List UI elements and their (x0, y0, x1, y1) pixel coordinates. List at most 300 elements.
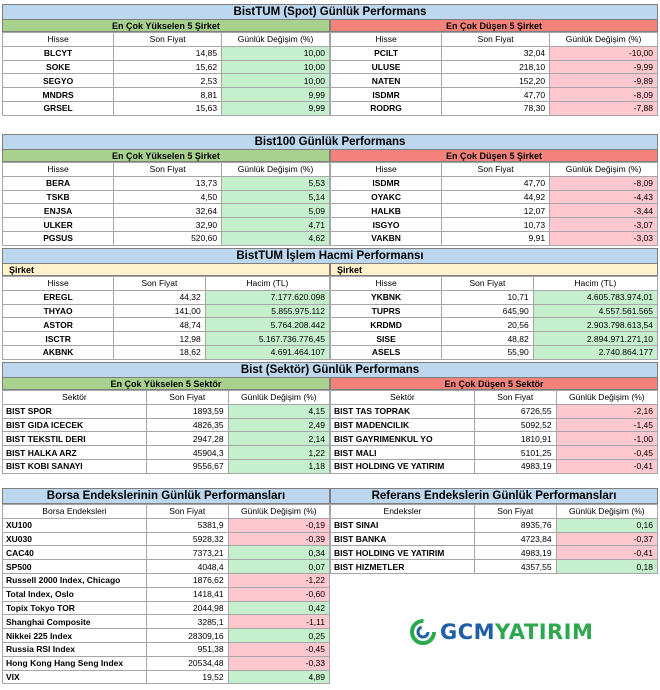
last-price: 8935,76 (474, 518, 556, 532)
daily-change: 4,62 (222, 231, 330, 245)
row-label: ULKER (3, 218, 114, 232)
last-price: 152,20 (442, 74, 550, 88)
last-price: 5101,25 (474, 446, 556, 460)
column-header: Son Fiyat (114, 277, 206, 291)
column-header: Son Fiyat (474, 391, 556, 405)
volume-value: 5.764.208.442 (205, 318, 329, 332)
column-header: Günlük Değişim (%) (556, 391, 657, 405)
spot-up-subtitle: En Çok Yükselen 5 Şirket (2, 20, 330, 32)
bist100-down-subtitle: En Çok Düşen 5 Şirket (330, 150, 658, 162)
daily-change: 0,16 (556, 518, 657, 532)
column-header: Hisse (3, 33, 114, 47)
column-header: Günlük Değişim (%) (550, 33, 658, 47)
last-price: 218,10 (442, 60, 550, 74)
volume-section (2, 248, 658, 360)
row-label: ISGYO (331, 218, 442, 232)
daily-change: 1,22 (228, 446, 329, 460)
column-header: Son Fiyat (114, 163, 222, 177)
row-label: SOKE (3, 60, 114, 74)
daily-change: 5,53 (222, 176, 330, 190)
row-label: VAKBN (331, 231, 442, 245)
sector-up-panel (2, 378, 330, 474)
daily-change: -0,19 (228, 518, 329, 532)
table-row (3, 601, 330, 615)
table-row (331, 204, 658, 218)
daily-change: 4,89 (228, 670, 329, 684)
last-price: 5092,52 (474, 418, 556, 432)
daily-change: -1,11 (228, 615, 329, 629)
bist100-title: Bist100 Günlük Performans (2, 134, 658, 150)
row-label: YKBNK (331, 290, 442, 304)
column-header: Günlük Değişim (%) (222, 163, 330, 177)
table-header-row (3, 391, 330, 405)
last-price: 14,85 (114, 46, 222, 60)
table-row (331, 404, 658, 418)
sector-down-panel (330, 378, 658, 474)
last-price: 9556,67 (146, 459, 228, 473)
table-row (331, 446, 658, 460)
last-price: 19,52 (146, 670, 228, 684)
table-row (3, 532, 330, 546)
row-label: BERA (3, 176, 114, 190)
daily-change: -3,44 (550, 204, 658, 218)
column-header: Sektör (331, 391, 475, 405)
daily-change: 2,14 (228, 432, 329, 446)
spot-up-panel (2, 20, 330, 116)
last-price: 4048,4 (146, 560, 228, 574)
row-label: ASTOR (3, 318, 114, 332)
row-label: AKBNK (3, 345, 114, 359)
last-price: 3285,1 (146, 615, 228, 629)
daily-change: 0,07 (228, 560, 329, 574)
row-label: GRSEL (3, 101, 114, 115)
daily-change: -0,37 (556, 532, 657, 546)
row-label: ASELS (331, 345, 442, 359)
last-price: 7373,21 (146, 546, 228, 560)
spot-up-table (2, 32, 330, 116)
last-price: 45904,3 (146, 446, 228, 460)
column-header: Günlük Değişim (%) (556, 505, 657, 519)
last-price: 47,70 (442, 176, 550, 190)
volume-right-table (330, 276, 658, 360)
column-header: Hisse (331, 33, 442, 47)
table-row (331, 88, 658, 102)
column-header: Borsa Endeksleri (3, 505, 147, 519)
table-row (3, 670, 330, 684)
table-header-row (3, 33, 330, 47)
table-row (3, 332, 330, 346)
daily-change: 10,00 (222, 60, 330, 74)
daily-change: -4,43 (550, 190, 658, 204)
spot-down-table (330, 32, 658, 116)
volume-value: 2.903.798.613,54 (533, 318, 657, 332)
table-row (331, 318, 658, 332)
table-row (3, 290, 330, 304)
table-row (331, 345, 658, 359)
spot-title: BistTUM (Spot) Günlük Performans (2, 4, 658, 20)
table-row (331, 290, 658, 304)
daily-change: -0,45 (228, 642, 329, 656)
column-header: Hisse (331, 163, 442, 177)
row-label: BIST BANKA (331, 532, 475, 546)
row-label: BIST GAYRIMENKUL YO (331, 432, 475, 446)
row-label: ENJSA (3, 204, 114, 218)
volume-value: 4.557.561.565 (533, 304, 657, 318)
daily-change: -0,39 (228, 532, 329, 546)
sector-up-table (2, 390, 330, 474)
volume-left-table (2, 276, 330, 360)
spot-section (2, 4, 658, 116)
table-row (3, 60, 330, 74)
table-row (331, 74, 658, 88)
indices-section (2, 488, 658, 684)
daily-change: -7,88 (550, 101, 658, 115)
table-row (3, 432, 330, 446)
daily-change: -9,99 (550, 60, 658, 74)
table-header-row (3, 277, 330, 291)
row-label: Hong Kong Hang Seng Index (3, 656, 147, 670)
daily-change: 10,00 (222, 46, 330, 60)
row-label: RODRG (331, 101, 442, 115)
row-label: TSKB (3, 190, 114, 204)
daily-change: -1,45 (556, 418, 657, 432)
table-row (331, 176, 658, 190)
table-header-row (331, 505, 658, 519)
daily-change: -0,60 (228, 587, 329, 601)
bist100-up-panel (2, 150, 330, 246)
table-row (331, 418, 658, 432)
sector-section (2, 362, 658, 474)
row-label: VIX (3, 670, 147, 684)
bist100-down-panel (330, 150, 658, 246)
table-row (3, 656, 330, 670)
row-label: Nikkei 225 Index (3, 629, 147, 643)
bist100-down-table (330, 162, 658, 246)
last-price: 9,91 (442, 231, 550, 245)
table-row (3, 546, 330, 560)
column-header: Günlük Değişim (%) (228, 505, 329, 519)
last-price: 18,62 (114, 345, 206, 359)
last-price: 28309,16 (146, 629, 228, 643)
daily-change: 0,18 (556, 560, 657, 574)
daily-change: 2,49 (228, 418, 329, 432)
last-price: 13,73 (114, 176, 222, 190)
table-row (3, 629, 330, 643)
row-label: BIST HOLDING VE YATIRIM (331, 546, 475, 560)
column-header: Son Fiyat (146, 505, 228, 519)
last-price: 5381,9 (146, 518, 228, 532)
table-row (331, 231, 658, 245)
table-row (331, 560, 658, 574)
last-price: 4723,84 (474, 532, 556, 546)
last-price: 20534,48 (146, 656, 228, 670)
last-price: 520,60 (114, 231, 222, 245)
column-header: Hacim (TL) (533, 277, 657, 291)
row-label: XU100 (3, 518, 147, 532)
indices-table (2, 504, 330, 684)
table-header-row (3, 163, 330, 177)
last-price: 4826,35 (146, 418, 228, 432)
table-row (3, 318, 330, 332)
table-row (331, 459, 658, 473)
volume-right-subtitle: Şirket (330, 264, 658, 276)
row-label: OYAKC (331, 190, 442, 204)
daily-change: 10,00 (222, 74, 330, 88)
column-header: Hacim (TL) (205, 277, 329, 291)
daily-change: 4,15 (228, 404, 329, 418)
table-row (331, 432, 658, 446)
sector-title: Bist (Sektör) Günlük Performans (2, 362, 658, 378)
last-price: 10,71 (442, 290, 534, 304)
last-price: 15,63 (114, 101, 222, 115)
logo-text-yatirim: YATIRIM (495, 620, 594, 644)
table-row (3, 459, 330, 473)
last-price: 1876,62 (146, 573, 228, 587)
last-price: 32,90 (114, 218, 222, 232)
row-label: ISDMR (331, 88, 442, 102)
gcm-logo (410, 616, 610, 648)
row-label: BIST HALKA ARZ (3, 446, 147, 460)
table-row (3, 518, 330, 532)
last-price: 48,74 (114, 318, 206, 332)
volume-value: 2.740.864.177 (533, 345, 657, 359)
last-price: 4983,19 (474, 459, 556, 473)
table-row (3, 345, 330, 359)
bist100-up-table (2, 162, 330, 246)
row-label: Shanghai Composite (3, 615, 147, 629)
daily-change: -9,89 (550, 74, 658, 88)
row-label: BIST KOBI SANAYI (3, 459, 147, 473)
volume-title: BistTUM İşlem Hacmi Performansı (2, 248, 658, 264)
last-price: 2044,98 (146, 601, 228, 615)
row-label: MNDRS (3, 88, 114, 102)
row-label: Topix Tokyo TOR (3, 601, 147, 615)
table-header-row (331, 33, 658, 47)
row-label: BIST SPOR (3, 404, 147, 418)
last-price: 44,32 (114, 290, 206, 304)
last-price: 1810,91 (474, 432, 556, 446)
volume-right-panel (330, 264, 658, 360)
last-price: 10,73 (442, 218, 550, 232)
table-row (3, 304, 330, 318)
last-price: 78,30 (442, 101, 550, 115)
table-row (3, 190, 330, 204)
column-header: Günlük Değişim (%) (550, 163, 658, 177)
daily-change: 9,99 (222, 101, 330, 115)
last-price: 4357,55 (474, 560, 556, 574)
last-price: 47,70 (442, 88, 550, 102)
sector-up-subtitle: En Çok Yükselen 5 Sektör (2, 378, 330, 390)
row-label: XU030 (3, 532, 147, 546)
table-row (3, 46, 330, 60)
last-price: 12,98 (114, 332, 206, 346)
daily-change: 5,14 (222, 190, 330, 204)
last-price: 4,50 (114, 190, 222, 204)
spot-down-subtitle: En Çok Düşen 5 Şirket (330, 20, 658, 32)
table-row (3, 218, 330, 232)
column-header: Hisse (3, 277, 114, 291)
row-label: HALKB (331, 204, 442, 218)
row-label: Russell 2000 Index, Chicago (3, 573, 147, 587)
volume-value: 5.167.736.776,45 (205, 332, 329, 346)
gcm-swirl-logo-icon (410, 619, 436, 645)
last-price: 44,92 (442, 190, 550, 204)
table-row (331, 518, 658, 532)
daily-change: -2,16 (556, 404, 657, 418)
last-price: 1893,59 (146, 404, 228, 418)
daily-change: -3,07 (550, 218, 658, 232)
table-header-row (331, 277, 658, 291)
row-label: Total Index, Oslo (3, 587, 147, 601)
daily-change: 9,99 (222, 88, 330, 102)
last-price: 32,04 (442, 46, 550, 60)
column-header: Günlük Değişim (%) (222, 33, 330, 47)
last-price: 1418,41 (146, 587, 228, 601)
reference-title: Referans Endekslerin Günlük Performansları (330, 488, 658, 504)
row-label: PCILT (331, 46, 442, 60)
volume-value: 4.605.783.974,01 (533, 290, 657, 304)
daily-change: -8,09 (550, 88, 658, 102)
column-header: Hisse (3, 163, 114, 177)
row-label: EREGL (3, 290, 114, 304)
last-price: 2947,28 (146, 432, 228, 446)
indices-title: Borsa Endekslerinin Günlük Performansları (2, 488, 330, 504)
last-price: 5928,32 (146, 532, 228, 546)
last-price: 12,07 (442, 204, 550, 218)
row-label: BIST HIZMETLER (331, 560, 475, 574)
last-price: 645,90 (442, 304, 534, 318)
last-price: 55,90 (442, 345, 534, 359)
volume-value: 2.894.971.271,10 (533, 332, 657, 346)
column-header: Endeksler (331, 505, 475, 519)
row-label: SP500 (3, 560, 147, 574)
last-price: 2,53 (114, 74, 222, 88)
row-label: TUPRS (331, 304, 442, 318)
volume-left-subtitle: Şirket (2, 264, 330, 276)
volume-value: 7.177.620.098 (205, 290, 329, 304)
table-row (3, 573, 330, 587)
table-row (3, 204, 330, 218)
row-label: BIST TEKSTIL DERI (3, 432, 147, 446)
table-row (3, 446, 330, 460)
table-row (3, 560, 330, 574)
row-label: CAC40 (3, 546, 147, 560)
daily-change: -1,22 (228, 573, 329, 587)
reference-table (330, 504, 658, 574)
last-price: 6726,55 (474, 404, 556, 418)
table-header-row (331, 163, 658, 177)
daily-change: 0,34 (228, 546, 329, 560)
daily-change: 1,18 (228, 459, 329, 473)
daily-change: 4,71 (222, 218, 330, 232)
last-price: 48,82 (442, 332, 534, 346)
daily-change: -0,41 (556, 459, 657, 473)
bist100-up-subtitle: En Çok Yükselen 5 Şirket (2, 150, 330, 162)
table-header-row (331, 391, 658, 405)
table-row (331, 60, 658, 74)
spot-down-panel (330, 20, 658, 116)
table-row (331, 101, 658, 115)
row-label: SEGYO (3, 74, 114, 88)
last-price: 951,38 (146, 642, 228, 656)
bist100-section (2, 134, 658, 246)
table-row (3, 404, 330, 418)
column-header: Son Fiyat (146, 391, 228, 405)
table-row (3, 101, 330, 115)
table-row (3, 231, 330, 245)
volume-value: 4.691.464.107 (205, 345, 329, 359)
volume-left-panel (2, 264, 330, 360)
row-label: ISCTR (3, 332, 114, 346)
logo-text-gcm: GCM (440, 620, 496, 644)
last-price: 15,62 (114, 60, 222, 74)
column-header: Sektör (3, 391, 147, 405)
daily-change: -3,03 (550, 231, 658, 245)
row-label: KRDMD (331, 318, 442, 332)
daily-change: -1,00 (556, 432, 657, 446)
table-row (3, 642, 330, 656)
daily-change: -0,33 (228, 656, 329, 670)
last-price: 20,56 (442, 318, 534, 332)
last-price: 141,00 (114, 304, 206, 318)
table-row (3, 176, 330, 190)
row-label: SISE (331, 332, 442, 346)
row-label: Russia RSI Index (3, 642, 147, 656)
row-label: BIST SINAI (331, 518, 475, 532)
daily-change: 0,42 (228, 601, 329, 615)
reference-indices-panel (330, 488, 658, 684)
last-price: 8,81 (114, 88, 222, 102)
table-row (331, 218, 658, 232)
row-label: BIST GIDA ICECEK (3, 418, 147, 432)
table-row (3, 74, 330, 88)
column-header: Son Fiyat (442, 33, 550, 47)
row-label: BIST TAS TOPRAK (331, 404, 475, 418)
table-row (3, 88, 330, 102)
table-row (3, 615, 330, 629)
sector-down-subtitle: En Çok Düşen 5 Sektör (330, 378, 658, 390)
column-header: Hisse (331, 277, 442, 291)
row-label: PGSUS (3, 231, 114, 245)
row-label: BIST MADENCILIK (331, 418, 475, 432)
table-row (331, 304, 658, 318)
sector-down-table (330, 390, 658, 474)
column-header: Günlük Değişim (%) (228, 391, 329, 405)
table-row (331, 190, 658, 204)
daily-change: -8,09 (550, 176, 658, 190)
row-label: BIST HOLDING VE YATIRIM (331, 459, 475, 473)
table-row (3, 418, 330, 432)
borsa-indices-panel (2, 488, 330, 684)
daily-change: 5,09 (222, 204, 330, 218)
row-label: NATEN (331, 74, 442, 88)
last-price: 32,64 (114, 204, 222, 218)
table-row (3, 587, 330, 601)
column-header: Son Fiyat (474, 505, 556, 519)
row-label: ISDMR (331, 176, 442, 190)
volume-value: 5.855.975.112 (205, 304, 329, 318)
table-header-row (3, 505, 330, 519)
row-label: BIST MALI (331, 446, 475, 460)
column-header: Son Fiyat (442, 163, 550, 177)
row-label: THYAO (3, 304, 114, 318)
last-price: 4983,19 (474, 546, 556, 560)
column-header: Son Fiyat (114, 33, 222, 47)
table-row (331, 332, 658, 346)
daily-change: 0,25 (228, 629, 329, 643)
daily-change: -0,45 (556, 446, 657, 460)
row-label: ULUSE (331, 60, 442, 74)
